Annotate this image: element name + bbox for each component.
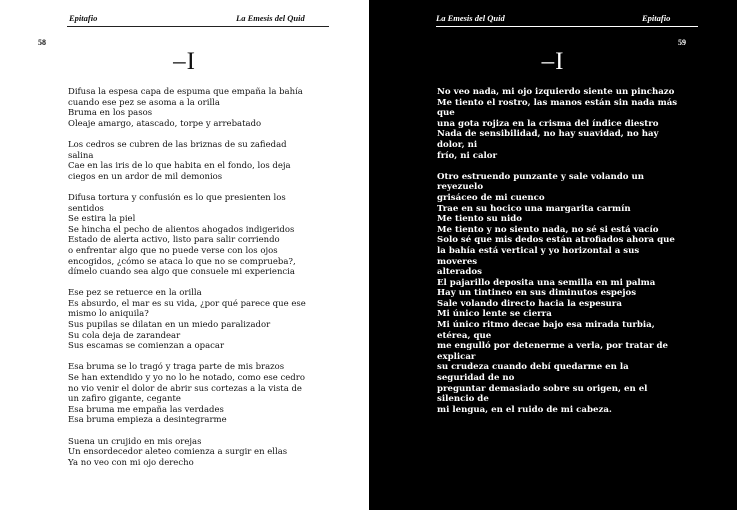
header-rule	[436, 26, 698, 27]
running-head-left: Epitafio	[69, 13, 98, 23]
section-heading: –I	[541, 48, 565, 75]
running-head-right: Epitafio	[642, 13, 671, 23]
poem-line: Otro estruendo punzante y sale volando un reyezuelo	[437, 171, 644, 193]
poem-line: su crudeza cuando debí quedarme en la seguridad de no	[437, 362, 629, 384]
poem-line: la bahía está vertical y yo horizontal a sus moveres	[437, 245, 640, 267]
poem-line: Me tiento su nido	[437, 214, 522, 225]
poem-line: mismo lo aniquila?	[68, 309, 149, 320]
poem-line: Es absurdo, el mar es su vida, ¿por qué parece que ese	[68, 298, 306, 309]
poem-line: Oleaje amargo, atascado, torpe y arrebatado	[68, 118, 262, 129]
poem-line: mi lengua, en el ruido de mi cabeza.	[437, 404, 612, 415]
poem-line: una gota rojiza en la crisma del índice diestro	[437, 118, 659, 129]
poem-line: me engulló por detenerme a verla, por tratar de explicar	[437, 341, 668, 362]
poem-line: Esa bruma empieza a desintegrarme	[68, 415, 227, 426]
poem-line: Difusa la espesa capa de espuma que empaña la bahía	[68, 87, 303, 97]
poem-line: ciegos en un ardor de mil demonios	[68, 171, 223, 182]
poem-line: Trae en su hocico una margarita carmín	[437, 203, 631, 214]
poem-line: salina	[68, 150, 94, 161]
header-rule	[67, 26, 329, 27]
poem-line: Los cedros se cubren de las briznas de su zafiedad	[68, 139, 287, 150]
poem-line: Esa bruma se lo tragó y traga parte de mis brazos	[68, 362, 285, 373]
poem-line: El pajarillo deposita una semilla en mi palma	[437, 277, 656, 288]
poem-line: grisáceo de mi cuenco	[437, 192, 545, 203]
poem-line: Cae en las iris de lo que habita en el fondo, los deja	[68, 161, 291, 172]
poem-line: preguntar demasiado sobre su origen, en el silencio de	[437, 383, 648, 405]
poem-line: Me tiento el rostro, las manos están sin nada más que	[437, 97, 678, 119]
poem-line: Mi único ritmo decae bajo esa mirada turbia, etérea, que	[437, 320, 655, 341]
poem-line: Sus pupilas se dilatan en un miedo paralizador	[68, 320, 271, 331]
poem-line: frío, ni calor	[437, 150, 498, 161]
poem-line: sentidos	[68, 203, 104, 214]
poem-line: o enfrentar algo que no puede verse con los ojos	[68, 245, 278, 256]
running-title-right: La Emesis del Quid	[436, 13, 505, 23]
poem-line: Se han extendido y yo no lo he notado, como ese cedro	[68, 373, 305, 384]
page-number: 58	[38, 38, 46, 47]
poem-line: Bruma en los pasos	[68, 108, 153, 119]
poem-line: Difusa tortura y confusión es lo que presienten los	[68, 192, 286, 203]
poem-line: Un ensordecedor aleteo comienza a surgir en ellas	[68, 447, 288, 458]
poem-line: encogidos, ¿cómo se ataca lo que no se comprueba?,	[68, 256, 296, 267]
poem-line: no vio venir el dolor de abrir sus cortezas a la vista de	[68, 383, 302, 394]
section-heading: –I	[173, 48, 196, 75]
poem-line: Sale volando directo hacia la espesura	[437, 298, 622, 309]
poem-line: dímelo cuando sea algo que consuele mi experiencia	[68, 267, 295, 278]
poem-line: Nada de sensibilidad, no hay suavidad, no hay dolor, ni	[437, 129, 659, 150]
poem-line: Ya no veo con mi ojo derecho	[68, 457, 194, 468]
poem-line: Hay un tintineo en sus diminutos espejos	[437, 288, 637, 299]
poem-line: Me tiento y no siento nada, no sé si está vacío	[437, 224, 659, 235]
poem-line: Ese pez se retuerce en la orilla	[68, 288, 202, 299]
right-page	[369, 0, 737, 510]
poem-line: Mi único lente se cierra	[437, 309, 552, 320]
poem-line: Sus escamas se comienzan a opacar	[68, 341, 225, 352]
poem-line: Suena un crujido en mis orejas	[68, 436, 202, 447]
poem-line: Estado de alerta activo, listo para salir corriendo	[68, 235, 280, 246]
poem-line: un zafiro gigante, cegante	[68, 394, 181, 405]
page-number: 59	[678, 38, 686, 47]
poem-text	[68, 87, 330, 468]
poem-text	[437, 87, 679, 415]
poem-line: Su cola deja de zarandear	[68, 330, 181, 341]
poem-line: No veo nada, mi ojo izquierdo siente un pinchazo	[437, 87, 675, 97]
running-title-left: La Emesis del Quid	[236, 13, 305, 23]
poem-line: Esa bruma me empaña las verdades	[68, 404, 224, 415]
poem-line: alterados	[437, 267, 482, 278]
poem-line: Se hincha el pecho de alientos ahogados indigeridos	[68, 224, 295, 235]
poem-line: cuando ese pez se asoma a la orilla	[68, 97, 220, 108]
poem-line: Solo sé que mis dedos están atrofiados ahora que	[437, 235, 675, 246]
poem-line: Se estira la piel	[68, 214, 136, 225]
